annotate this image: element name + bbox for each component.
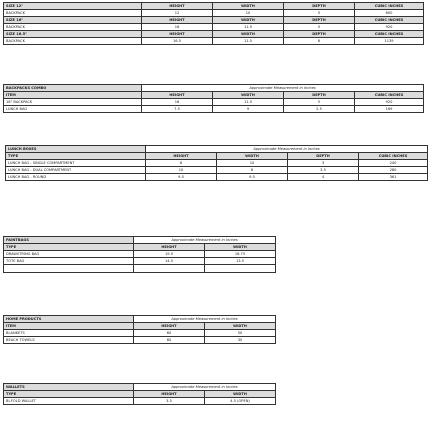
item-cell: BEACH TOWELS <box>4 337 134 344</box>
table-header-row <box>6 153 428 160</box>
measurement-note: Approximate Measurement in Inches <box>134 316 276 323</box>
section-title-row <box>4 384 276 391</box>
measurement-note: Approximate Measurement in Inches <box>134 237 276 244</box>
header-cell: TYPE <box>4 244 134 251</box>
header-cell: HEIGHT <box>142 92 213 99</box>
section-title: BACKPACKS COMBO <box>4 85 142 92</box>
table-header-row <box>4 31 424 38</box>
value-cell: 16.5 <box>142 38 213 45</box>
section-title-row <box>4 237 276 244</box>
value-cell: 920 <box>355 99 424 106</box>
value-cell: 4.5 (OPEN) <box>205 398 276 405</box>
value-cell: 30 <box>205 337 276 344</box>
table-header-row <box>4 17 424 24</box>
section-title: WALLETS <box>4 384 134 391</box>
header-cell: HEIGHT <box>146 153 217 160</box>
lunch-boxes-table <box>5 145 428 181</box>
header-cell: CUBIC INCHES <box>355 31 424 38</box>
table-row <box>4 265 276 273</box>
header-cell: TYPE <box>6 153 146 160</box>
item-cell: BLANKETS <box>4 330 134 337</box>
size-chart-sheet <box>3 2 427 428</box>
header-cell: WIDTH <box>213 3 284 10</box>
header-cell: WIDTH <box>205 323 276 330</box>
value-cell: 169 <box>355 106 424 113</box>
header-cell: HEIGHT <box>142 17 213 24</box>
value-cell: 600 <box>355 10 424 17</box>
value-cell: 12 <box>142 10 213 17</box>
value-cell: 11.5 <box>213 24 284 31</box>
section-title: PAINTBAGS <box>4 237 134 244</box>
value-cell: 10 <box>217 160 288 167</box>
value-cell: 19.5 <box>134 251 205 258</box>
table-row <box>6 160 428 167</box>
section-title-row <box>6 146 428 153</box>
measurement-note: Approximate Measurement in Inches <box>146 146 428 153</box>
section-title: LUNCH BOXES <box>6 146 146 153</box>
value-cell: 13.5 <box>205 258 276 265</box>
table-row <box>4 10 424 17</box>
section-title: HOME PRODUCTS <box>4 316 134 323</box>
value-cell: 240 <box>359 160 428 167</box>
table-row <box>4 258 276 265</box>
item-cell: 16" BACKPACK <box>4 99 142 106</box>
value-cell: 11.5 <box>213 38 284 45</box>
value-cell: 3.5 <box>134 398 205 405</box>
value-cell: 8 <box>217 167 288 174</box>
table-header-row <box>4 92 424 99</box>
home-products-table <box>3 315 276 344</box>
value-cell: 9.5 <box>146 174 217 181</box>
table-header-row <box>4 244 276 251</box>
table-row <box>4 99 424 106</box>
header-cell: WIDTH <box>217 153 288 160</box>
value-cell: 11.5 <box>213 99 284 106</box>
value-cell: 2.5 <box>284 106 355 113</box>
header-cell: SIZE 16.5" <box>4 31 142 38</box>
value-cell: 16.75 <box>205 251 276 258</box>
section-title-row <box>4 85 424 92</box>
value-cell: 16 <box>142 24 213 31</box>
header-cell: DEPTH <box>284 17 355 24</box>
backpack-sizes-table <box>3 2 424 45</box>
value-cell: 4 <box>288 174 359 181</box>
table-row <box>4 24 424 31</box>
item-cell: BACKPACK <box>4 38 142 45</box>
table-row <box>4 398 276 405</box>
header-cell: ITEM <box>4 323 134 330</box>
table-row <box>6 174 428 181</box>
item-cell: BI-FOLD WALLET <box>4 398 134 405</box>
item-cell: LUNCH BAG - DUAL COMPARTMENT <box>6 167 146 174</box>
header-cell: WIDTH <box>213 31 284 38</box>
header-cell: ITEM <box>4 92 142 99</box>
value-cell: 3.5 <box>288 167 359 174</box>
item-cell: LUNCH BAG - ROUND <box>6 174 146 181</box>
header-cell: WIDTH <box>213 92 284 99</box>
value-cell: 9 <box>213 106 284 113</box>
table-header-row <box>4 391 276 398</box>
table-row <box>4 38 424 45</box>
item-cell: BACKPACK <box>4 24 142 31</box>
value-cell: 5 <box>284 99 355 106</box>
item-cell: BACKPACK <box>4 10 142 17</box>
header-cell: CUBIC INCHES <box>355 3 424 10</box>
table-header-row <box>4 3 424 10</box>
header-cell: TYPE <box>4 391 134 398</box>
value-cell: 10 <box>213 10 284 17</box>
header-cell: HEIGHT <box>142 3 213 10</box>
paintbags-table <box>3 236 276 273</box>
header-cell: WIDTH <box>213 17 284 24</box>
item-cell: DRAWSTRING BAG <box>4 251 134 258</box>
table-row <box>4 106 424 113</box>
backpacks-combo-table <box>3 84 424 113</box>
value-cell: 6 <box>284 38 355 45</box>
measurement-note: Approximate Measurement in Inches <box>134 384 276 391</box>
value-cell: 9.5 <box>217 174 288 181</box>
value-cell: 280 <box>359 167 428 174</box>
header-cell: CUBIC INCHES <box>355 17 424 24</box>
header-cell: SIZE 12" <box>4 3 142 10</box>
table-row <box>4 251 276 258</box>
header-cell: HEIGHT <box>134 323 205 330</box>
value-cell: 1139 <box>355 38 424 45</box>
value-cell: 50 <box>205 330 276 337</box>
table-row <box>6 167 428 174</box>
item-cell: TOTE BAG <box>4 258 134 265</box>
header-cell: DEPTH <box>284 3 355 10</box>
header-cell: DEPTH <box>284 92 355 99</box>
value-cell: 920 <box>355 24 424 31</box>
header-cell: WIDTH <box>205 244 276 251</box>
section-title-row <box>4 316 276 323</box>
item-cell: LUNCH BAG <box>4 106 142 113</box>
header-cell: HEIGHT <box>134 244 205 251</box>
value-cell: 10 <box>146 167 217 174</box>
value-cell: 8 <box>146 160 217 167</box>
header-cell: HEIGHT <box>142 31 213 38</box>
value-cell: 16 <box>142 99 213 106</box>
table-row <box>4 337 276 344</box>
header-cell: SIZE 16" <box>4 17 142 24</box>
header-cell: DEPTH <box>284 31 355 38</box>
value-cell: 60 <box>134 337 205 344</box>
value-cell: 3 <box>288 160 359 167</box>
header-cell: CUBIC INCHES <box>359 153 428 160</box>
table-row <box>4 330 276 337</box>
value-cell: 5 <box>284 10 355 17</box>
table-header-row <box>4 323 276 330</box>
value-cell: 60 <box>134 330 205 337</box>
value-cell: 7.5 <box>142 106 213 113</box>
measurement-note: Approximate Measurement in Inches <box>142 85 424 92</box>
value-cell: 5 <box>284 24 355 31</box>
header-cell: WIDTH <box>205 391 276 398</box>
wallets-table <box>3 383 276 405</box>
header-cell: CUBIC INCHES <box>355 92 424 99</box>
item-cell: LUNCH BAG - SINGLE COMPARTMENT <box>6 160 146 167</box>
value-cell: 361 <box>359 174 428 181</box>
header-cell: HEIGHT <box>134 391 205 398</box>
value-cell: 14.5 <box>134 258 205 265</box>
header-cell: DEPTH <box>288 153 359 160</box>
